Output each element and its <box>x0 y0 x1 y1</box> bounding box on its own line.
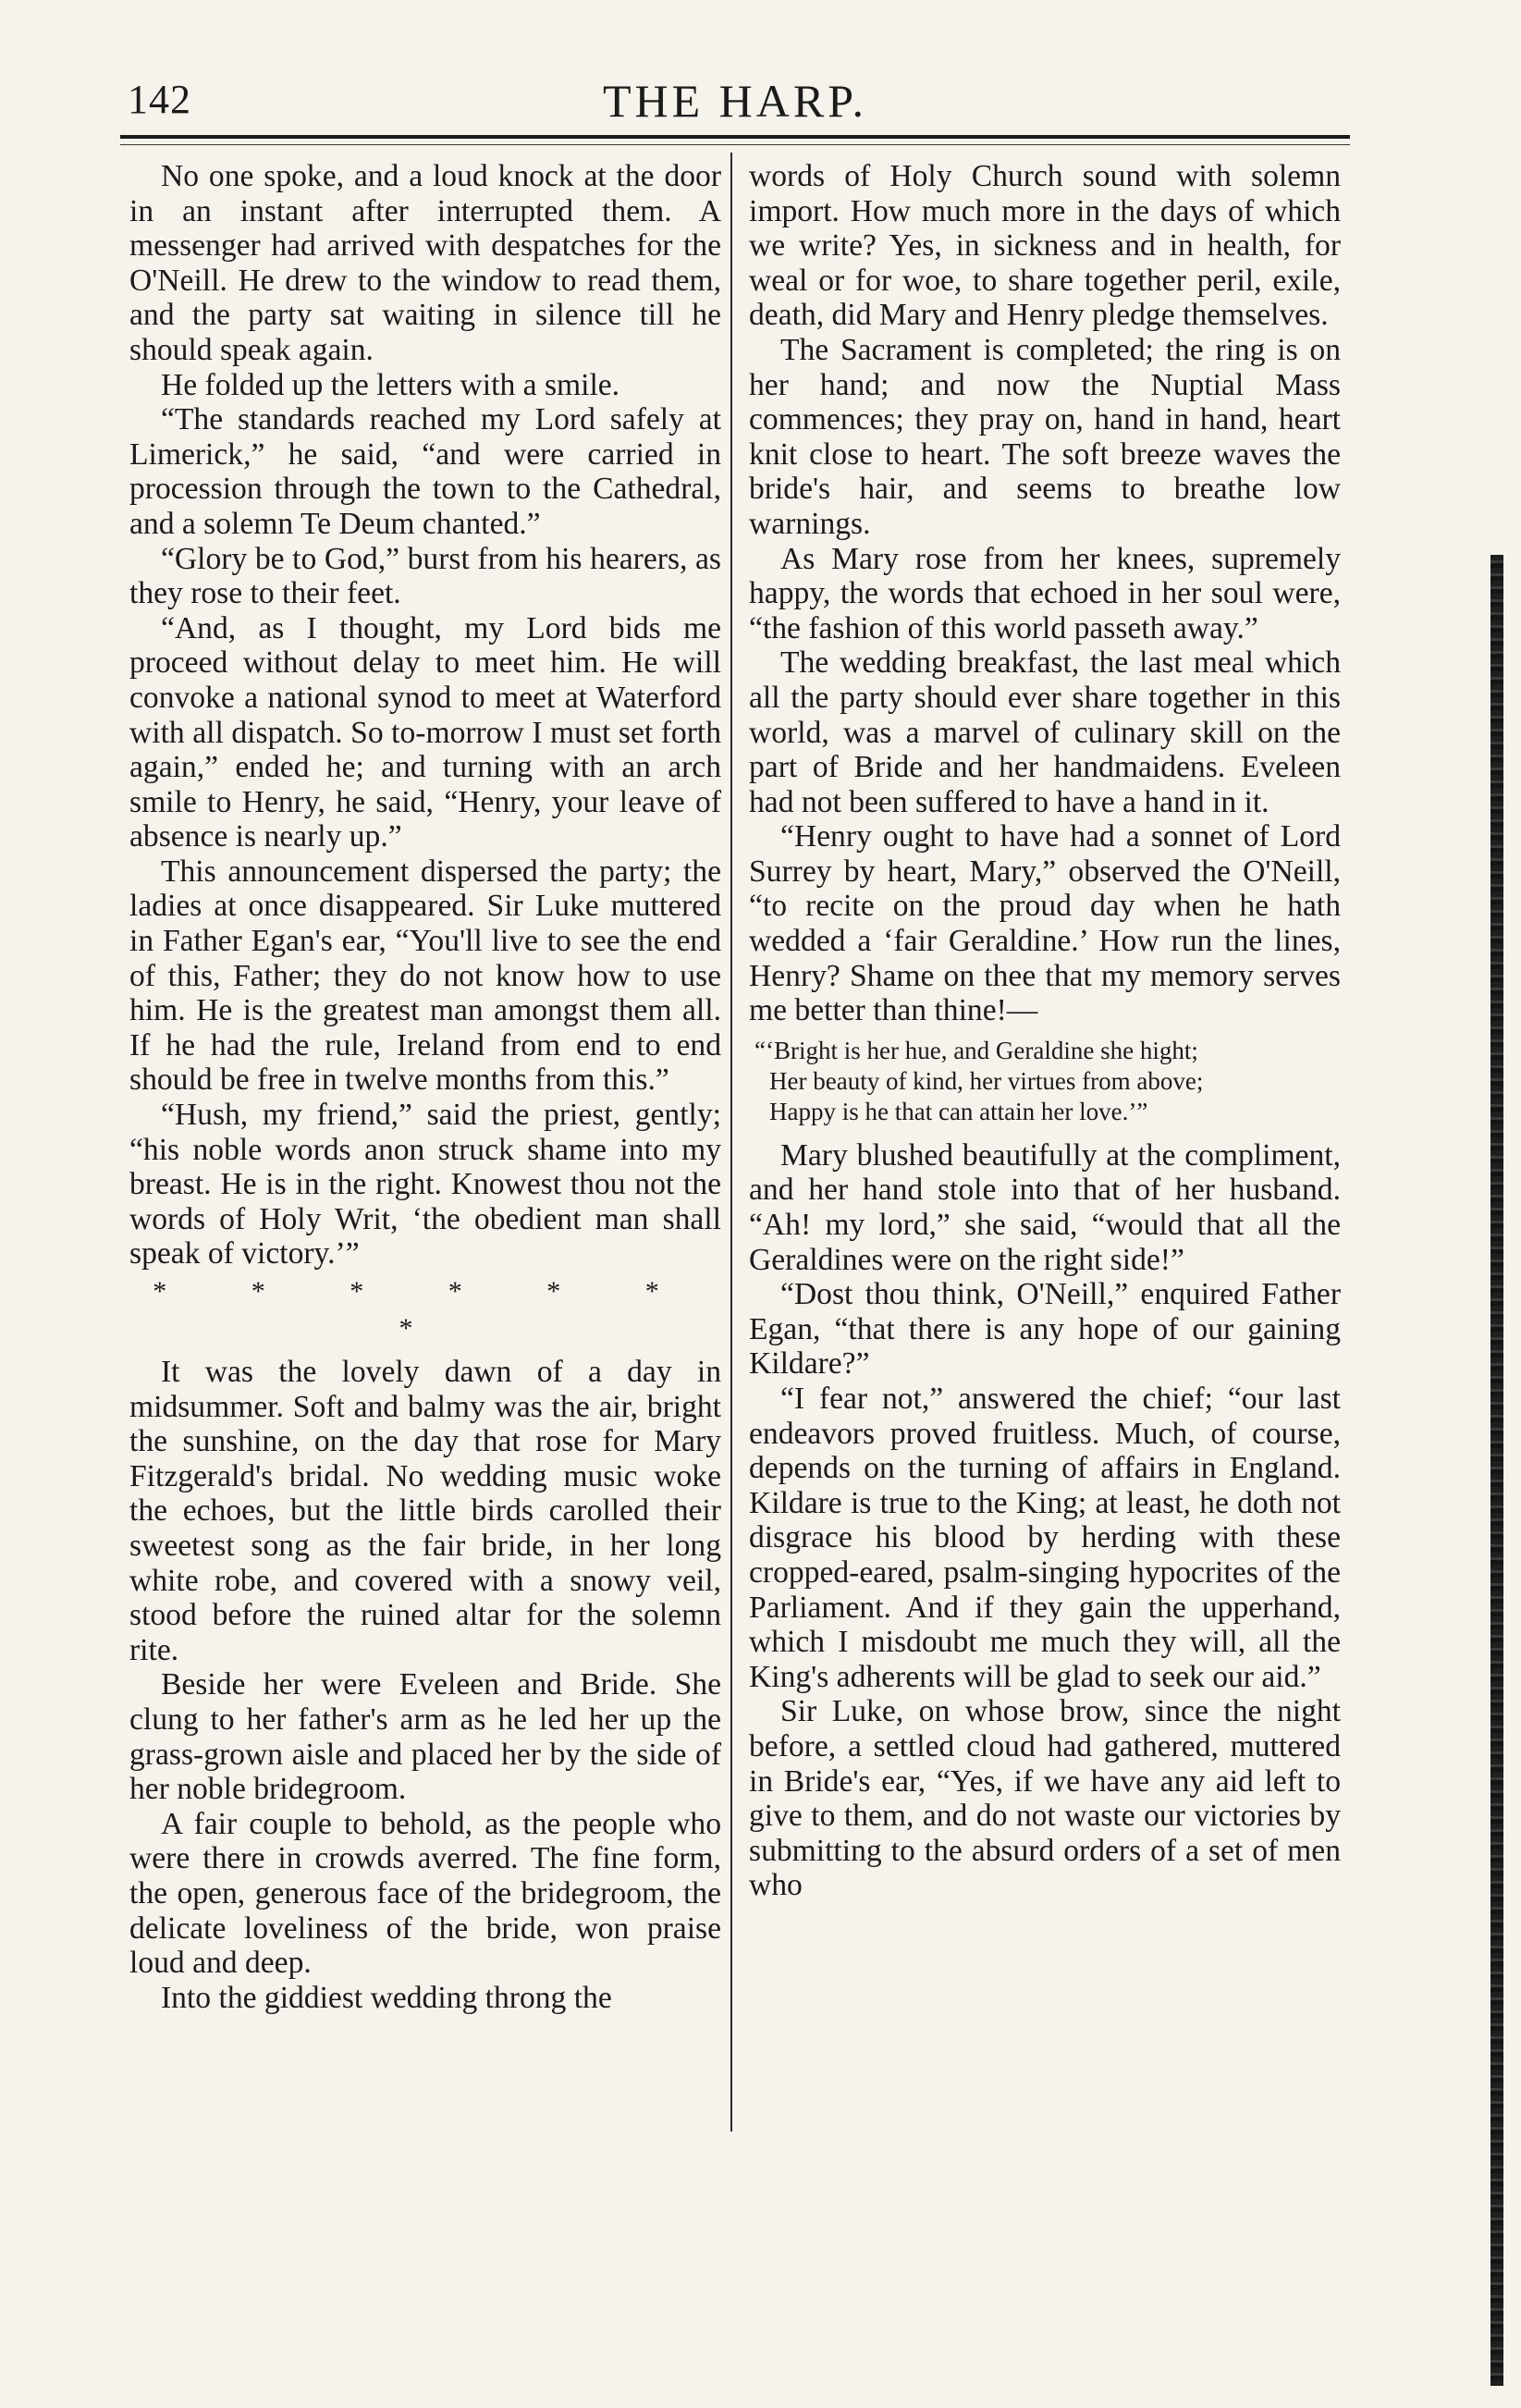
paragraph: “Hush, my friend,” said the priest, gently; “his noble words anon struck shame into my breast. He is in the right. Knowest thou not the words of Holy Writ, ‘the obedient man shall speak of victory.’” <box>129 1098 721 1272</box>
paragraph: “Glory be to God,” burst from his hearers, as they rose to their feet. <box>129 541 721 611</box>
poem-line: Her beauty of kind, her virtues from above; <box>769 1066 1204 1095</box>
header-rule-thin <box>120 144 1350 145</box>
quoted-poem <box>749 1036 1341 1127</box>
paragraph: “The standards reached my Lord safely at Limerick,” he said, “and were carried in procession through the town to the Cathedral, and a solemn Te Deum chanted.” <box>129 402 721 541</box>
right-column <box>749 159 1341 2129</box>
paragraph: “Henry ought to have had a sonnet of Lord Surrey by heart, Mary,” observed the O'Neill, “to recite on the proud day when he hath wedded a ‘fair Geraldine.’ How run the lines, Henry? Shame on thee that my memory serves me better than thine!— <box>749 819 1341 1028</box>
header-rule-thick <box>120 135 1350 139</box>
paragraph: Beside her were Eveleen and Bride. She clung to her father's arm as he led her up the grass-grown aisle and placed her by the side of her noble bridegroom. <box>129 1667 721 1807</box>
paragraph: The wedding breakfast, the last meal which all the party should ever share together in this world, was a marvel of culinary skill on the part of Bride and her handmaidens. Eveleen had not been suffered to have a hand in it. <box>749 645 1341 819</box>
paragraph: A fair couple to behold, as the people who were there in crowds averred. The fine form, the open, generous face of the bridegroom, the delicate loveliness of the bride, won praise loud and deep. <box>129 1806 721 1981</box>
paragraph: Into the giddiest wedding throng the <box>161 1980 612 2015</box>
paragraph: Sir Luke, on whose brow, since the night before, a settled cloud had gathered, muttered in Bride's ear, “Yes, if we have any aid left to give to them, and do not waste our victories by submitting to the absurd orders of a set of men who <box>749 1694 1341 1903</box>
paragraph: Mary blushed beautifully at the compliment, and her hand stole into that of her husband. “Ah! my lord,” she said, “would that all the Geraldines were on the right side!” <box>749 1137 1341 1277</box>
paragraph: words of Holy Church sound with solemn import. How much more in the days of which we write? Yes, in sickness and in health, for weal or for woe, to share together peril, exile, death, did Mary and Henry pledge themselves. <box>749 159 1341 333</box>
paragraph: “I fear not,” answered the chief; “our last endeavors proved fruitless. Much, of course, depends on the turning of affairs in England. Kildare is true to the King; at least, he doth not disgrace his blood by herding with these cropped-eared, psalm-singing hypocrites of the Parliament. And if they gain the upperhand, which I misdoubt me much they will, all the King's adherents will be glad to seek our aid.” <box>749 1382 1341 1694</box>
section-break-asterisks: * * * * * * * <box>153 1276 698 1344</box>
paragraph: He folded up the letters with a smile. <box>161 367 620 402</box>
paragraph: It was the lovely dawn of a day in midsummer. Soft and balmy was the air, bright the sunshine, on the day that rose for Mary Fitzgerald's bridal. No wedding music woke the echoes, but the little birds carolled their sweetest song as the fair bride, in her long white robe, and covered with a snowy veil, stood before the ruined altar for the solemn rite. <box>129 1355 721 1667</box>
paragraph: This announcement dispersed the party; the ladies at once disappeared. Sir Luke muttered in Father Egan's ear, “You'll live to see the end of this, Father; they do not know how to use him. He is the greatest man amongst them all. If he had the rule, Ireland from end to end should be free in twelve months from this.” <box>129 854 721 1098</box>
paragraph: No one spoke, and a loud knock at the door in an instant after interrupted them. A messenger had arrived with despatches for the O'Neill. He drew to the window to read them, and the party sat waiting in silence till he should speak again. <box>129 159 721 367</box>
paragraph: “Dost thou think, O'Neill,” enquired Father Egan, “that there is any hope of our gaining Kildare?” <box>749 1277 1341 1382</box>
column-divider <box>730 153 732 2132</box>
running-title: THE HARP. <box>602 75 868 127</box>
paragraph: “And, as I thought, my Lord bids me proceed without delay to meet him. He will convoke a national synod to meet at Waterford with all dispatch. So to-morrow I must set forth again,” ended he; and turning with an arch smile to Henry, he said, “Henry, your leave of absence is nearly up.” <box>129 610 721 854</box>
paragraph: The Sacrament is completed; the ring is on her hand; and now the Nuptial Mass commences; they pray on, hand in hand, heart knit close to heart. The soft breeze waves the bride's hair, and seems to breathe low warnings. <box>749 332 1341 541</box>
page-number: 142 <box>128 77 191 122</box>
paragraph: As Mary rose from her knees, supremely happy, the words that echoed in her soul were, “the fashion of this world passeth away.” <box>749 541 1341 645</box>
page-edge-shadow <box>1490 555 1503 2386</box>
poem-line: “‘Bright is her hue, and Geraldine she hight; <box>754 1036 1198 1064</box>
page-header <box>120 67 1350 131</box>
poem-line: Happy is he that can attain her love.’” <box>769 1097 1148 1125</box>
left-column <box>129 159 721 2129</box>
